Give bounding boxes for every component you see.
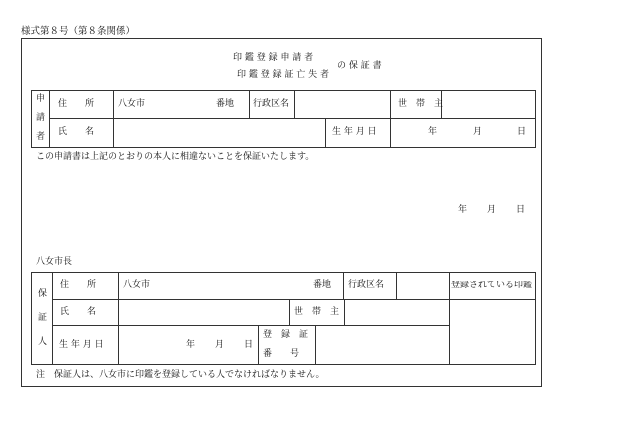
date-day: 日 — [516, 205, 526, 215]
guarantor-reg-number-field[interactable] — [315, 325, 449, 365]
applicant-birth-year: 年 — [428, 127, 438, 137]
guarantor-reg-number-label-2: 番 号 — [263, 349, 300, 359]
guarantor-district-field[interactable] — [396, 272, 449, 299]
guarantor-household-head-field[interactable] — [344, 299, 449, 325]
applicant-grid-line — [249, 90, 250, 118]
mayor-label: 八女市長 — [36, 257, 73, 267]
form-number: 様式第８号（第８条関係） — [21, 26, 136, 37]
guarantor-seal-field[interactable] — [449, 299, 536, 365]
guarantor-banchi: 番地 — [313, 280, 332, 290]
applicant-birth-day: 日 — [517, 127, 527, 137]
applicant-name-label: 氏 名 — [58, 127, 95, 137]
guarantor-district-label: 行政区名 — [348, 280, 385, 290]
guarantor-grid-line — [258, 325, 259, 365]
guarantor-birthdate-label: 生 年 月 日 — [59, 340, 104, 350]
declaration-text: この申請書は上記のとおりの本人に相違ないことを保証いたします。 — [36, 152, 315, 162]
applicant-grid-line — [325, 118, 326, 148]
guarantor-side-label-2: 証 — [38, 313, 48, 323]
guarantor-grid-line — [343, 272, 344, 299]
applicant-side-divider — [49, 90, 50, 148]
applicant-household-head-label: 世 帯 主 — [398, 99, 444, 109]
applicant-district-label: 行政区名 — [253, 99, 290, 109]
applicant-side-label-1: 申 — [36, 94, 46, 104]
guarantor-household-head-label: 世 帯 主 — [294, 307, 340, 317]
footnote: 注 保証人は、八女市に印鑑を登録している人でなければなりません。 — [36, 370, 325, 380]
applicant-grid-line — [390, 90, 391, 148]
guarantor-name-label: 氏 名 — [60, 307, 97, 317]
guarantor-birth-day: 日 — [244, 340, 254, 350]
applicant-side-label-2: 請 — [36, 113, 46, 123]
guarantor-name-field[interactable] — [118, 299, 289, 325]
applicant-address-label: 住 所 — [58, 99, 95, 109]
heading-suffix: の 保 証 書 — [337, 61, 382, 71]
guarantor-side-divider — [52, 272, 53, 365]
applicant-banchi: 番地 — [216, 99, 235, 109]
applicant-household-head-field[interactable] — [441, 90, 536, 118]
applicant-name-field[interactable] — [113, 118, 325, 148]
applicant-birth-month: 月 — [473, 127, 483, 137]
applicant-birthdate-label: 生 年 月 日 — [332, 127, 377, 137]
applicant-address-city: 八女市 — [118, 99, 146, 109]
date-year: 年 — [458, 205, 468, 215]
guarantor-seal-label: 登録されている印鑑 — [451, 281, 533, 290]
guarantor-reg-number-label-1: 登 録 証 — [263, 330, 309, 340]
guarantor-birth-year: 年 — [186, 340, 196, 350]
guarantor-birth-month: 月 — [215, 340, 225, 350]
date-month: 月 — [487, 205, 497, 215]
guarantor-address-city: 八女市 — [123, 280, 151, 290]
heading-line-2: 印 鑑 登 録 証 亡 失 者 — [237, 70, 330, 80]
guarantor-side-label-3: 人 — [38, 337, 48, 347]
guarantor-side-label-1: 保 — [38, 289, 48, 299]
guarantor-grid-line — [289, 299, 290, 325]
applicant-district-field[interactable] — [294, 90, 390, 118]
applicant-side-label-3: 者 — [36, 132, 46, 142]
guarantor-address-label: 住 所 — [60, 280, 97, 290]
heading-line-1: 印 鑑 登 録 申 請 者 — [233, 53, 314, 63]
